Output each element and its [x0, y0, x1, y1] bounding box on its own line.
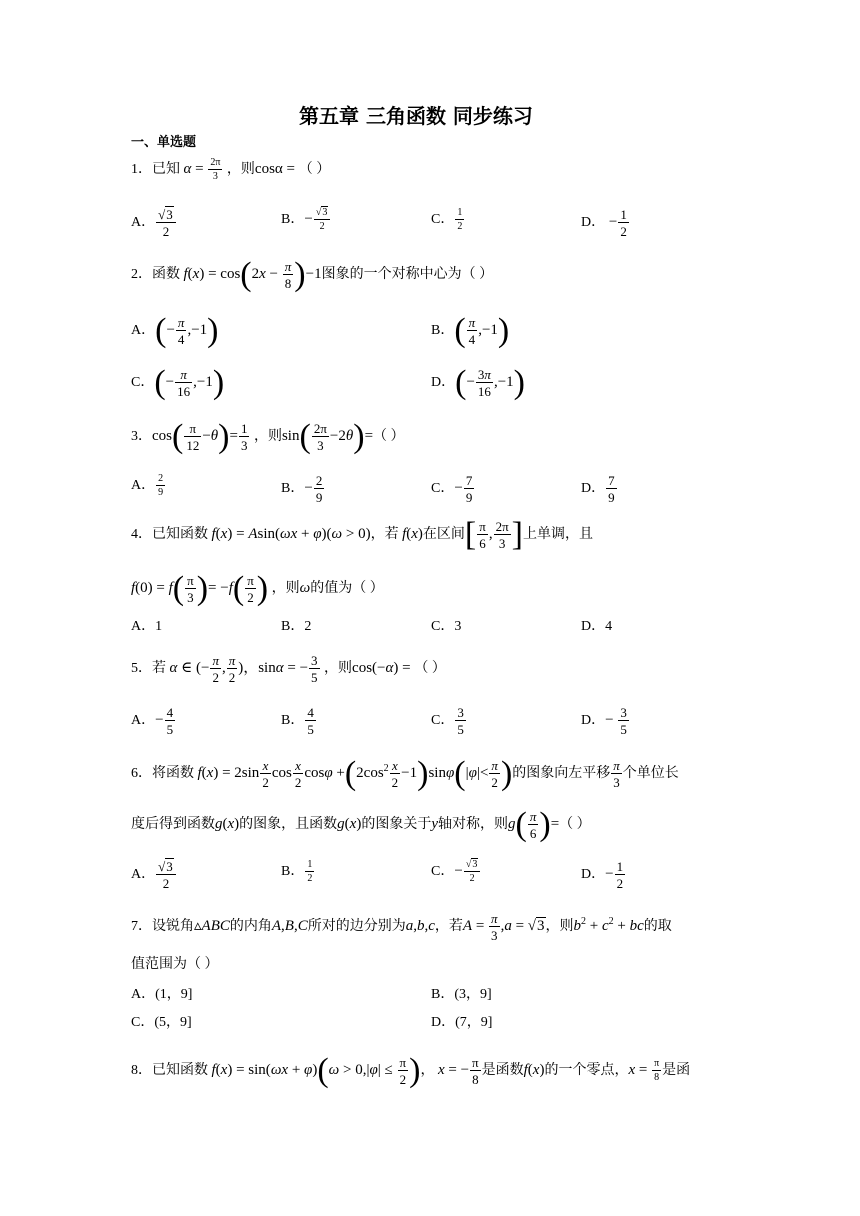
- question-4: 4．已知函数 f(x) = Asin(ωx + φ)(ω > 0)，若 f(x)在区间[ $\frac{\pi}{6}$ , $\frac{2\pi}{3}$ ]上单调，且: [131, 516, 593, 553]
- q6-options: A． $\frac{√3}{2}$ B． $\frac{1}{2}$ C．− $\frac{√3}{2}$ D．− $\frac{1}{2}$: [131, 859, 624, 891]
- question-1: 1．已知 α = $\frac{2\pi}{3}$ ，则cosα = （ ）: [131, 157, 331, 182]
- question-2: 2．函数 f(x) = cos(2x − $\frac{\pi}{8}$ )−1图象的一个对称中心为（ ）: [131, 256, 494, 293]
- question-7-line2: 值范围为（ ）: [131, 957, 219, 972]
- q5-options: A．− $\frac{4}{5}$ B． $\frac{4}{5}$ C． $\frac{3}{5}$ D．− $\frac{3}{5}$: [131, 705, 627, 737]
- question-6: 6．将函数 f(x) = 2sin $\frac{x}{2}$ cos $\frac{x}{2}$ $\cos\varphi +(2\cos^2$ $\frac{x}{2}$ −1)sinφ(|φ|< $\frac{\pi}{2}$ )的图象向左平移 $\frac{\pi}{3}$ 个单位长: [131, 755, 679, 792]
- page-title: 第五章 三角函数 同步练习: [299, 104, 533, 128]
- question-4-line2: f(0) = f( $\frac{\pi}{3}$ )= −f( $\frac{\pi}{2}$ ) ，则ω的值为（ ）: [131, 570, 384, 607]
- question-6-line2: 度后得到函数g(x)的图象，且函数g(x)的图象关于y轴对称，则g( $\frac{\pi}{6}$ )=（ ）: [131, 806, 591, 843]
- q4-options: A．1 B．2 C．3 D．4: [131, 619, 613, 634]
- section-heading: 一、单选题: [131, 135, 197, 150]
- question-7: 7．设锐角▵ABC的内角A,B,C所对的边分别为a,b,c，若A = $\frac{\pi}{3}$ ,a = √3，则$b^2 + c^2$ + bc的取: [131, 911, 672, 943]
- q2-options: A．(− $\frac{\pi}{4}$ ,−1) B．( $\frac{\pi}{4}$ ,−1) C．(− $\frac{\pi}{16}$ ,−1) D．(− $\frac{3\pi}{16}$ ,−1): [131, 312, 525, 401]
- question-5: 5．若 α ∈ (− $\frac{\pi}{2}$ , $\frac{\pi}{2}$ )，sinα = − $\frac{3}{5}$ ，则cos(−α) = （ ）: [131, 653, 446, 685]
- q3-options: A． $\frac{2}{9}$ B．− $\frac{2}{9}$ C．− $\frac{7}{9}$ D． $\frac{7}{9}$: [131, 473, 615, 505]
- q1-options: A． $\frac{√3}{2}$ B．− $\frac{√3}{2}$ C． $\frac{1}{2}$ D． − $\frac{1}{2}$: [131, 207, 627, 239]
- q7-options: A．(1，9] B．(3，9] C．(5，9] D．(7，9]: [131, 987, 493, 1030]
- question-8: 8．已知函数 f(x) = sin(ωx + φ)(ω > 0,|φ| ≤ $\frac{\pi}{2}$ )， x = − $\frac{\pi}{8}$ 是函数f(x)的一个零点，x = $\frac{\pi}{8}$ 是函: [131, 1052, 691, 1089]
- question-3: 3．cos( $\frac{\pi}{12}$ −θ)= $\frac{1}{3}$ ，则sin( $\frac{2\pi}{3}$ −2θ)=（ ）: [131, 418, 405, 455]
